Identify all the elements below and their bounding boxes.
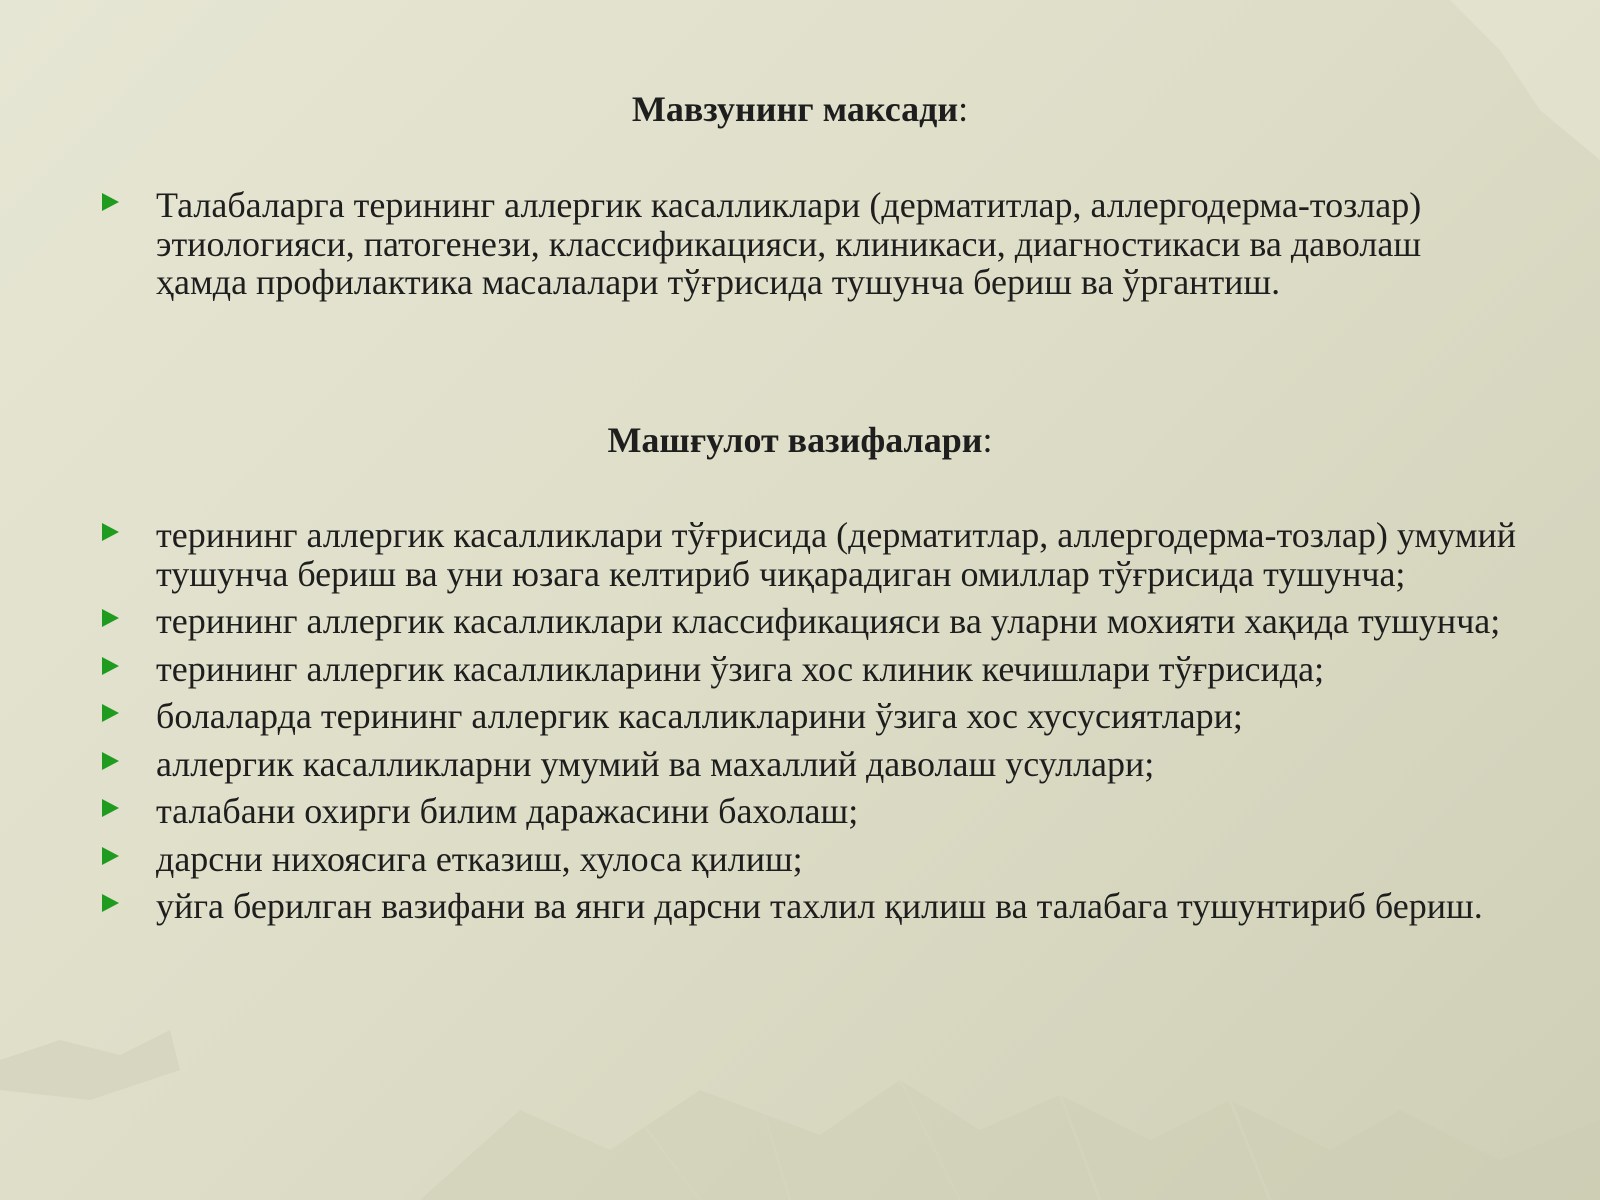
bullet-arrow-icon: [102, 752, 119, 770]
bullet-arrow-icon: [102, 799, 119, 817]
bullet-arrow-icon: [102, 894, 119, 912]
tasks-heading-colon: :: [982, 420, 993, 460]
list-item: [100, 745, 1520, 784]
list-item-text: аллергик касалликларни умумий ва махаллий даволаш усуллари;: [156, 743, 1155, 784]
list-item: [100, 840, 1520, 879]
goal-list: [100, 186, 1520, 302]
list-item-text: талабани охирги билим даражасини бахолаш;: [156, 791, 859, 831]
goal-heading-text: Мавзунинг максади: [631, 89, 959, 129]
list-item: [100, 186, 1520, 302]
bullet-arrow-icon: [102, 193, 119, 211]
bullet-arrow-icon: [102, 609, 119, 627]
list-item: [100, 516, 1520, 593]
tasks-heading-text: Машғулот вазифалари: [607, 420, 983, 460]
bullet-arrow-icon: [102, 523, 119, 541]
bullet-arrow-icon: [102, 704, 119, 722]
list-item-text: терининг аллергик касалликлари тўғрисида (дерматитлар, аллергодерма-тозлар) умумий тушунча бериш ва уни юзага келтириб чиқарадиган омиллар тўғрисида тушунча;: [156, 515, 1517, 594]
list-item-text: терининг аллергик касалликлари классификацияси ва уларни мохияти хақида тушунча;: [156, 601, 1501, 641]
list-item: [100, 792, 1520, 831]
bullet-arrow-icon: [102, 847, 119, 865]
list-item-text: дарсни нихоясига етказиш, хулоса қилиш;: [156, 838, 803, 879]
list-item-text: уйга берилган вазифани ва янги дарсни тахлил қилиш ва талабага тушунтириб бериш.: [156, 886, 1483, 926]
tasks-heading: [0, 420, 1600, 460]
list-item: [100, 650, 1520, 689]
list-item-text: болаларда терининг аллергик касалликларини ўзига хос хусусиятлари;: [156, 696, 1243, 736]
list-item: [100, 602, 1520, 641]
goal-heading-colon: :: [958, 89, 969, 129]
list-item-text: Талабаларга терининг аллергик касалликлари (дерматитлар, аллергодерма-тозлар) этиологияси, патогенези, классификацияси, клиникаси, диагностикаси ва даволаш ҳамда профилактика масалалари тўғрисида тушунча бериш ва ўргантиш.: [156, 185, 1422, 302]
list-item: [100, 887, 1520, 926]
goal-heading: [0, 89, 1600, 129]
bullet-arrow-icon: [102, 657, 119, 675]
list-item-text: терининг аллергик касалликларини ўзига хос клиник кечишлари тўғрисида;: [156, 648, 1325, 689]
list-item: [100, 697, 1520, 736]
tasks-list: [100, 516, 1520, 935]
